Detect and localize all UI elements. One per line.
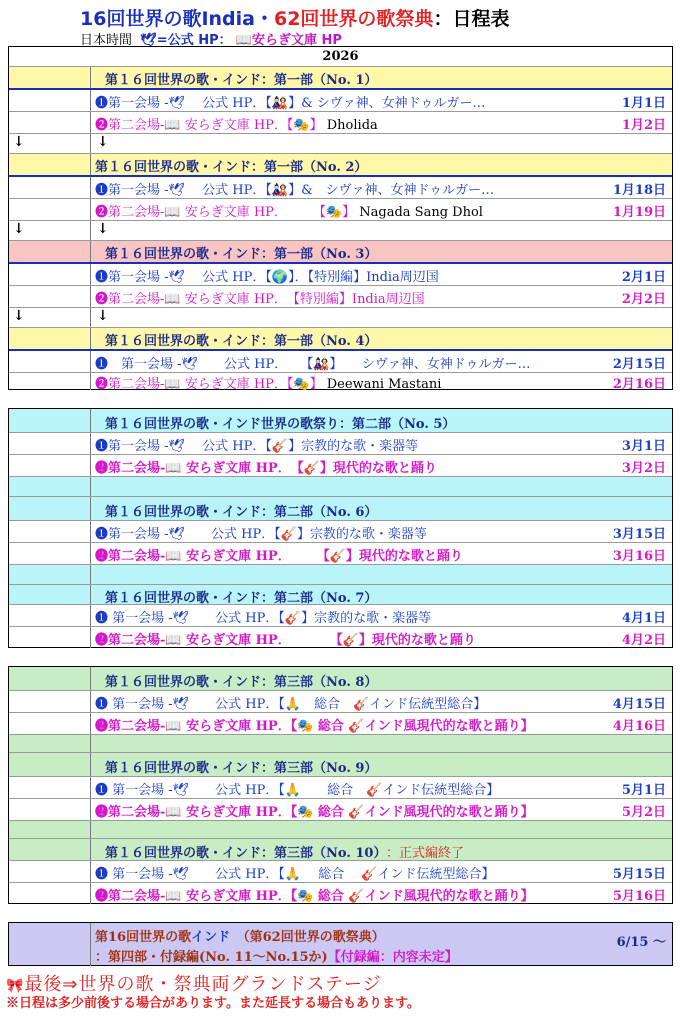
section-title <box>105 842 464 861</box>
date-cell: 2月15日 <box>612 357 666 372</box>
footer-line1: 最後⇒世界の歌・祭典両グランドステージ <box>24 974 382 995</box>
section-title-main: 第１６回世界の歌・インド：第三部（No. 10） <box>105 846 380 861</box>
date-cell: 2月16日 <box>612 377 666 392</box>
spacer-row <box>9 821 672 839</box>
event-text[interactable]: ❶ 第一会場 -🕊 公式 HP．【🙏 総合 🎸インド伝統型総合】 <box>95 867 495 882</box>
section-title-row <box>9 328 672 351</box>
event-text[interactable]: ❷第二会場-📖 安らぎ文庫 HP． 【🎸】現代的な歌と踊り <box>95 633 476 648</box>
final-line1c: （第62回世界の歌祭典） <box>230 930 385 945</box>
schedule-row <box>9 521 672 543</box>
final-line2b: 【付録編：内容未定】 <box>327 950 458 965</box>
section-title: 第１６回世界の歌・インド：第一部（No. 2） <box>95 160 368 175</box>
event-text[interactable]: ❷第二会場-📖 安らぎ文庫 HP．【🎭 総合 🎸インド風現代的な歌と踊り】 <box>95 719 534 734</box>
final-row <box>9 923 672 966</box>
section-title-row <box>9 497 672 521</box>
time-label: 日本時間 <box>80 33 133 48</box>
event-text[interactable]: ❷第二会場-📖 安らぎ文庫 HP． 【🎸】現代的な歌と踊り <box>95 461 437 476</box>
spacer-row <box>9 565 672 585</box>
section-title-row <box>9 154 672 177</box>
date-cell: 4月2日 <box>621 633 666 648</box>
section-title: 第１６回世界の歌・インド：第一部（No. 3） <box>105 247 378 262</box>
event-text-main: ❷第二会場-📖 安らぎ文庫 HP． 【🎭】 <box>95 205 356 220</box>
song-title: Nagada Sang Dhol <box>355 205 483 220</box>
section-title: 第１６回世界の歌・インド：第一部（No. 1） <box>105 73 378 88</box>
event-text[interactable]: ❷第二会場-📖 安らぎ文庫 HP． 【🎸】現代的な歌と踊り <box>95 549 463 564</box>
schedule-row <box>9 883 672 904</box>
schedule-row <box>9 799 672 821</box>
event-text[interactable] <box>95 114 378 133</box>
schedule-row <box>9 543 672 565</box>
arrow-row <box>9 134 672 154</box>
date-cell: 3月16日 <box>612 549 666 564</box>
schedule-row <box>9 373 672 390</box>
title-part3: ：日程表 <box>433 8 510 30</box>
date-cell: 2月1日 <box>621 270 666 285</box>
year-label: 2026 <box>322 49 359 64</box>
date-cell: 1月18日 <box>612 183 666 198</box>
section-title-row <box>9 241 672 264</box>
date-cell: 1月19日 <box>612 205 666 220</box>
final-line2a: ：第四部・付録編(No. 11～No.15か) <box>95 950 328 965</box>
down-arrow-icon: ↓ <box>13 308 25 324</box>
yasuragi-hp-label: 安らぎ文庫 HP <box>251 33 342 48</box>
footer-note: ※日程は多少前後する場合があります。また延長する場合もあります。 <box>6 996 420 1011</box>
schedule-row <box>9 691 672 713</box>
event-text[interactable]: ❶ 第一会場 -🕊 公式 HP．【🙏 総合 🎸インド伝統型総合】 <box>95 783 500 798</box>
section-title-row <box>9 667 672 691</box>
down-arrow-icon: ↓ <box>97 308 109 324</box>
schedule-row <box>9 286 672 308</box>
song-title: Dholida <box>326 118 378 133</box>
schedule-row <box>9 713 672 735</box>
final-line1b: インド <box>191 930 231 945</box>
final-date: 6/15 ～ <box>616 935 666 950</box>
date-cell: 3月1日 <box>621 439 666 454</box>
event-text[interactable] <box>95 373 441 392</box>
date-cell: 3月15日 <box>612 527 666 542</box>
schedule-row <box>9 199 672 221</box>
date-cell: 5月15日 <box>612 867 666 882</box>
section-title-row <box>9 585 672 605</box>
schedule-row <box>9 264 672 286</box>
event-text[interactable]: ❷第二会場-📖 安らぎ文庫 HP． 【特別編】India周辺国 <box>95 292 425 307</box>
schedule-row <box>9 605 672 627</box>
date-cell: 2月2日 <box>621 292 666 307</box>
event-text-main: ❷第二会場-📖 安らぎ文庫 HP．【🎭】 <box>95 118 327 133</box>
section-title: 第１６回世界の歌・インド：第二部（No. 7） <box>105 591 378 606</box>
date-cell: 4月15日 <box>612 697 666 712</box>
ribbon-icon: 🎀 <box>6 978 25 994</box>
dove-icon: 🕊 <box>140 33 157 48</box>
section-title: 第１６回世界の歌・インド世界の歌祭り：第二部（No. 5） <box>105 417 456 432</box>
event-text[interactable]: ❷第二会場-📖 安らぎ文庫 HP．【🎭 総合 🎸インド風現代的な歌と踊り】 <box>95 889 534 904</box>
schedule-row <box>9 351 672 373</box>
section-title-row <box>9 67 672 90</box>
event-text[interactable]: ❶第一会場 -🕊 公式 HP．【🌍】．【特別編】India周辺国 <box>95 270 439 285</box>
section-title-row <box>9 839 672 861</box>
event-text[interactable]: ❶ 第一会場 -🕊 公式 HP．【🙏 総合 🎸インド伝統型総合】 <box>95 697 487 712</box>
event-text[interactable]: ❶第一会場 -🕊 公式 HP．【🎎】& シヴァ神、女神ドゥルガー… <box>95 183 495 198</box>
schedule-row <box>9 455 672 477</box>
event-text[interactable]: ❶第一会場 -🕊 公式 HP．【🎎】& シヴァ神、女神ドゥルガー… <box>95 96 486 111</box>
event-text[interactable]: ❶第一会場 -🕊 公式 HP．【🎸】宗教的な歌・楽器等 <box>95 527 427 542</box>
schedule-block-part3 <box>8 666 673 904</box>
title-part2: 62回世界の歌祭典 <box>273 8 434 30</box>
arrow-row <box>9 308 672 328</box>
song-title: Deewani Mastani <box>322 377 442 392</box>
date-cell: 3月2日 <box>621 461 666 476</box>
schedule-block-part1 <box>8 46 673 390</box>
arrow-row <box>9 221 672 241</box>
page-title <box>80 4 509 31</box>
schedule-row <box>9 177 672 199</box>
schedule-row <box>9 90 672 112</box>
title-part1: 16回世界の歌India・ <box>80 8 274 30</box>
spacer-row <box>9 735 672 753</box>
year-row <box>9 47 672 67</box>
event-text[interactable]: ❶ 第一会場 -🕊 公式 HP．【🎸】宗教的な歌・楽器等 <box>95 611 432 626</box>
event-text[interactable]: ❷第二会場-📖 安らぎ文庫 HP．【🎭 総合 🎸インド風現代的な歌と踊り】 <box>95 805 534 820</box>
section-title-row <box>9 753 672 777</box>
schedule-row <box>9 627 672 648</box>
date-cell: 4月1日 <box>621 611 666 626</box>
final-note: ：正式編終了 <box>385 846 464 861</box>
final-line1a: 第16回世界の歌 <box>95 930 192 945</box>
event-text[interactable]: ❶第一会場 -🕊 公式 HP．【🎸】宗教的な歌・楽器等 <box>95 439 419 454</box>
book-icon: 📖 <box>235 33 252 48</box>
section-title: 第１６回世界の歌・インド：第二部（No. 6） <box>105 505 378 520</box>
final-line2 <box>95 946 458 965</box>
date-cell: 5月1日 <box>621 783 666 798</box>
schedule-row <box>9 112 672 134</box>
event-text[interactable] <box>95 201 483 220</box>
official-hp-label: =公式 HP： <box>156 33 232 48</box>
section-title: 第１６回世界の歌・インド：第三部（No. 8） <box>105 675 378 690</box>
event-text-main: ❷第二会場-📖 安らぎ文庫 HP．【🎭】 <box>95 377 323 392</box>
section-title-row <box>9 409 672 433</box>
schedule-block-part2 <box>8 408 673 648</box>
date-cell: 5月16日 <box>612 889 666 904</box>
schedule-row <box>9 861 672 883</box>
event-text[interactable]: ❶ 第一会場 -🕊 公式 HP． 【🎎】 シヴァ神、女神ドゥルガー… <box>95 357 531 372</box>
section-title: 第１６回世界の歌・インド：第一部（No. 4） <box>105 334 378 349</box>
spacer-row <box>9 477 672 497</box>
date-cell: 1月2日 <box>621 118 666 133</box>
down-arrow-icon: ↓ <box>97 221 109 237</box>
schedule-block-part4 <box>8 922 673 966</box>
section-title: 第１６回世界の歌・インド：第三部（No. 9） <box>105 761 378 776</box>
schedule-row <box>9 433 672 455</box>
down-arrow-icon: ↓ <box>13 134 25 150</box>
date-cell: 5月2日 <box>621 805 666 820</box>
schedule-row <box>9 777 672 799</box>
date-cell: 1月1日 <box>621 96 666 111</box>
down-arrow-icon: ↓ <box>13 221 25 237</box>
final-line1 <box>95 926 385 945</box>
down-arrow-icon: ↓ <box>97 134 109 150</box>
date-cell: 4月16日 <box>612 719 666 734</box>
